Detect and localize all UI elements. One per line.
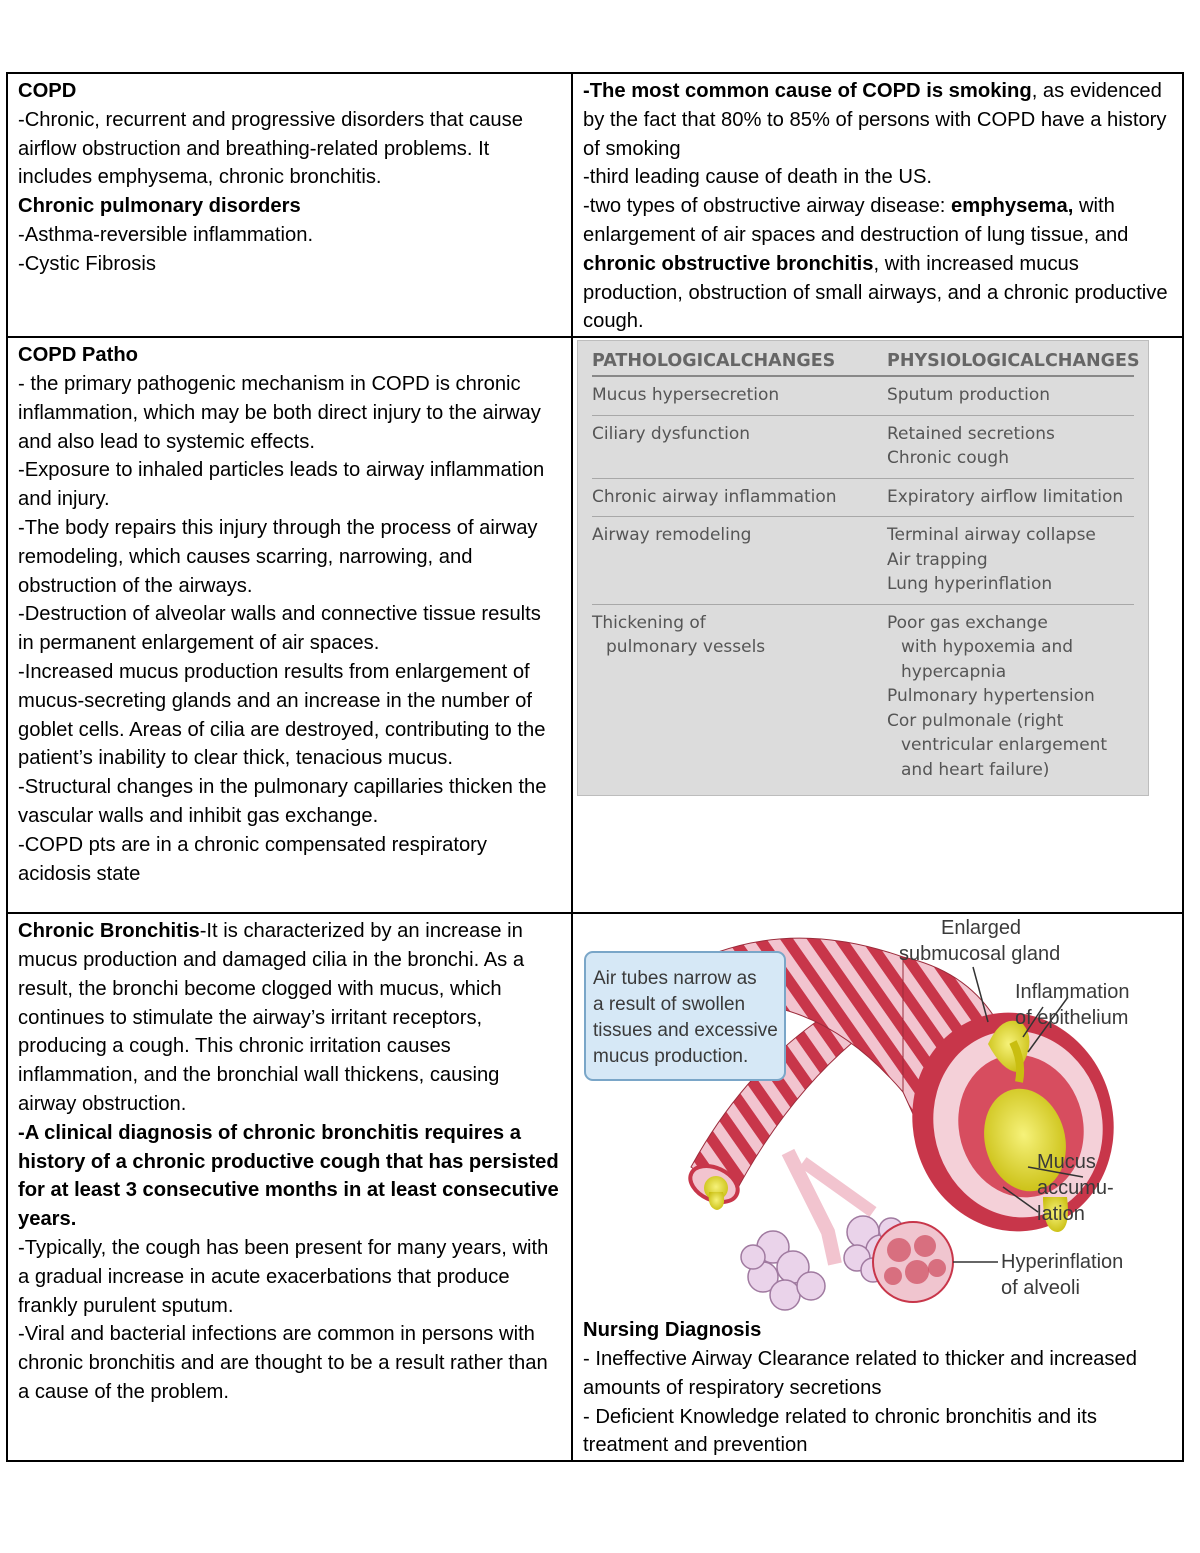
nursing-diagnosis-item: - Ineffective Airway Clearance related to thicker and increased amounts of respiratory secretions [583, 1347, 1137, 1399]
label-epithelium: of epithelium [1015, 1007, 1129, 1030]
label-inflammation: Inflammation [1015, 981, 1130, 1004]
patho-point: -The body repairs this injury through the process of airway remodeling, which causes scarring, narrowing, and obstruction of the airways. [18, 516, 538, 597]
bronchitis-intro [18, 917, 561, 1119]
copd-cause-cell [572, 73, 1183, 337]
chronic-bronchitis-desc: , with increased mucus production, obstruction of small airways, and a chronic productive cough. [583, 252, 1168, 333]
bronchitis-infections: -Viral and bacterial infections are common in persons with chronic bronchitis and are thought to be a result rather than a cause of the problem. [18, 1323, 548, 1403]
callout-line: tissues and excessive [593, 1020, 778, 1042]
copd-title: COPD [18, 80, 77, 102]
changes-table-header [592, 349, 1140, 377]
header-pathological: PATHOLOGICAL [592, 351, 741, 372]
smoking-cause-rest: , as evidenced by the fact that 80% to 85% of persons with COPD have a history of smoking [583, 80, 1167, 160]
header-changes: CHANGES [1044, 351, 1140, 372]
bronchitis-diagram [573, 912, 1153, 1316]
obstructive-types [583, 192, 1172, 336]
smoking-cause-bold: -The most common cause of COPD is smoking [583, 80, 1032, 102]
label-mucus: Mucus [1037, 1151, 1096, 1174]
label-hyperinflation: Hyperinflation [1001, 1251, 1124, 1274]
label-accumulation: accumu- [1037, 1177, 1114, 1200]
changes-row [592, 377, 1134, 416]
copd-definition-cell [7, 73, 572, 337]
patho-point: -Destruction of alveolar walls and connective tissue results in permanent enlargement of air spaces. [18, 603, 541, 655]
patho-point: -Increased mucus production results from enlargement of mucus-secreting glands and an increase in the number of goblet cells. Areas of cilia are destroyed, contributing to the patient’s inability to clear thick, tenacious mucus. [18, 660, 546, 770]
table-row [7, 73, 1183, 337]
notes-table [6, 72, 1184, 1462]
pathological-change: pulmonary vessels [606, 637, 766, 658]
nursing-diagnosis-title: Nursing Diagnosis [583, 1319, 762, 1342]
pathological-change: Thickening of [592, 612, 706, 633]
pathological-changes-table [577, 340, 1149, 796]
patho-point: -Structural changes in the pulmonary capillaries thicken the vascular walls and inhibit gas exchange. [18, 776, 547, 827]
chronic-bronchitis-term: chronic obstructive bronchitis [583, 252, 874, 275]
smoking-cause [583, 77, 1172, 163]
bronchitis-title: Chronic Bronchitis [18, 920, 200, 943]
physiological-change: Retained secretions [887, 423, 1055, 444]
physiological-change: Expiratory airflow limitation [887, 486, 1124, 507]
cystic-fibrosis-item: -Cystic Fibrosis [18, 252, 156, 275]
bronchitis-intro-text: -It is characterized by an increase in mucus production and damaged cilia in the bronchi. As a result, the bronchi become clogged with mucus, which continues to stimulate the airway’s irritant receptors, producing a cough. This chronic irritation causes inflammation, and the bronchial wall thickens, causing airway obstruction. [18, 920, 525, 1115]
changes-row [592, 416, 1134, 479]
hyperinflated-alveoli [873, 1222, 953, 1302]
physiological-change: with hypoxemia and [901, 637, 1074, 658]
patho-point: - the primary pathogenic mechanism in COPD is chronic inflammation, which may be both direct injury to the airway and also lead to systemic effects. [18, 372, 541, 453]
physiological-change: ventricular enlargement [901, 735, 1108, 756]
bronchitis-cell [7, 913, 572, 1461]
callout-line: Air tubes narrow as [593, 968, 757, 990]
label-enlarged: Enlarged [941, 917, 1022, 940]
bronchitis-typical: -Typically, the cough has been present for many years, with a gradual increase in acute exacerbations that produce frankly purulent sputum. [18, 1236, 549, 1317]
physiological-change: Poor gas exchange [887, 612, 1048, 633]
callout-line: mucus production. [593, 1046, 749, 1068]
changes-row [592, 517, 1134, 605]
patho-title: COPD Patho [18, 344, 139, 367]
patho-point: -Exposure to inhaled particles leads to airway inflammation and injury. [18, 459, 545, 511]
patho-cell [7, 337, 572, 913]
diagram-nursing-cell [572, 913, 1183, 1461]
types-intro: -two types of obstructive airway disease: [583, 195, 952, 218]
bronchitis-diagnosis: -A clinical diagnosis of chronic bronchitis requires a history of a chronic productive cough that has persisted for at least 3 consecutive months in at least consecutive years. [18, 1121, 559, 1231]
header-changes: CHANGES [740, 351, 836, 372]
physiological-change: and heart failure) [901, 759, 1050, 780]
pathological-change: Chronic airway inflammation [592, 486, 837, 507]
pathological-change: Ciliary dysfunction [592, 423, 751, 444]
emphysema-term: emphysema, [951, 195, 1074, 218]
changes-row [592, 479, 1134, 518]
physiological-change: Sputum production [887, 385, 1051, 406]
nursing-diagnosis-item: - Deficient Knowledge related to chronic bronchitis and its treatment and prevention [583, 1405, 1097, 1457]
physiological-change: hypercapnia [901, 661, 1007, 682]
physiological-change: Lung hyperinflation [887, 574, 1053, 595]
chronic-pulmonary-title: Chronic pulmonary disorders [18, 195, 301, 218]
changes-table-cell [572, 337, 1183, 913]
label-submucosal-gland: submucosal gland [899, 943, 1061, 966]
physiological-change: Terminal airway collapse [887, 525, 1096, 546]
table-row [7, 913, 1183, 1461]
copd-definition: -Chronic, recurrent and progressive disorders that cause airflow obstruction and breathing-related problems. It includes emphysema, chronic bronchitis. [18, 108, 523, 189]
emphysema-desc: with enlargement of air spaces and destruction of lung tissue, and [583, 195, 1129, 246]
callout-line: a result of swollen [593, 994, 746, 1016]
label-alveoli: of alveoli [1001, 1277, 1080, 1300]
bronchitis-illustration [573, 912, 1153, 1316]
patho-point: -COPD pts are in a chronic compensated respiratory acidosis state [18, 833, 487, 885]
physiological-change: Cor pulmonale (right [887, 710, 1064, 731]
physiological-change: Chronic cough [887, 448, 1009, 469]
physiological-change: Pulmonary hypertension [887, 686, 1095, 707]
third-leading-cause: -third leading cause of death in the US. [583, 166, 933, 189]
physiological-change: Air trapping [887, 549, 988, 570]
changes-row [592, 605, 1134, 790]
label-lation: lation [1037, 1203, 1085, 1226]
table-row [7, 337, 1183, 913]
header-physiological: PHYSIOLOGICAL [887, 351, 1045, 372]
pathological-change: Mucus hypersecretion [592, 385, 780, 406]
asthma-item: -Asthma-reversible inflammation. [18, 223, 314, 246]
pathological-change: Airway remodeling [592, 525, 752, 546]
